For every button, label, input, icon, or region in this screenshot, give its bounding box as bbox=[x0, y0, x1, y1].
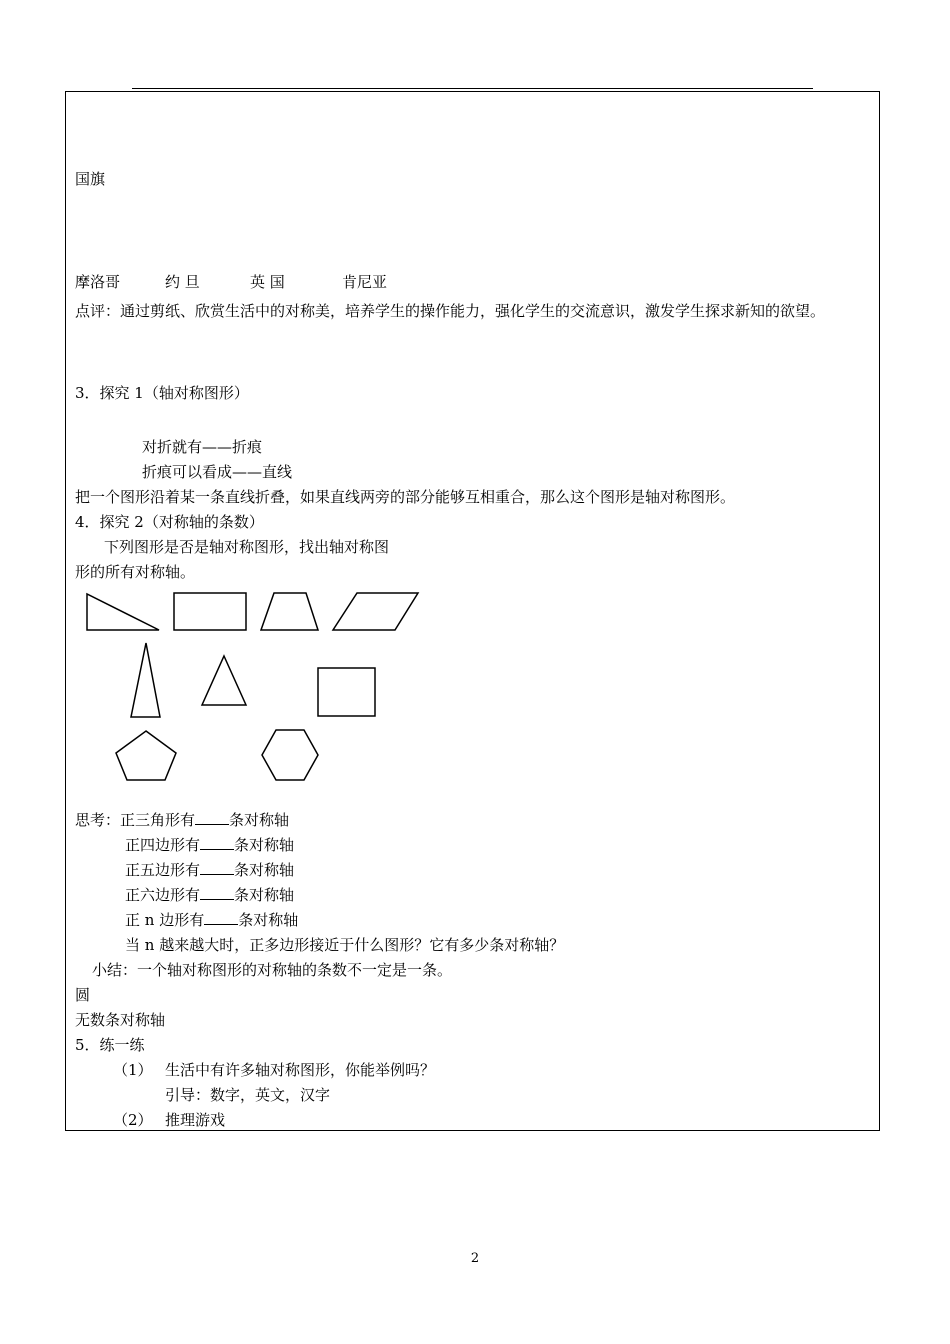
answer-blank-2[interactable] bbox=[200, 835, 234, 850]
summary: 小结：一个轴对称图形的对称轴的条数不一定是一条。 bbox=[92, 961, 453, 979]
rectangle-shape bbox=[174, 593, 246, 630]
thinking-row-5-post: 条对称轴 bbox=[238, 911, 299, 929]
thinking-row-1 bbox=[75, 810, 289, 830]
equilateral-triangle-shape bbox=[202, 656, 246, 705]
country-jordan: 约 旦 bbox=[165, 273, 200, 291]
answer-circle: 圆 bbox=[75, 986, 91, 1004]
country-morocco: 摩洛哥 bbox=[75, 273, 121, 291]
page-number: 2 bbox=[470, 1251, 480, 1266]
answer-blank-4[interactable] bbox=[200, 885, 234, 900]
item1-number: （1） bbox=[113, 1061, 153, 1079]
trapezoid-shape bbox=[261, 593, 318, 630]
answer-infinite-axes: 无数条对称轴 bbox=[75, 1011, 166, 1029]
square-shape bbox=[318, 668, 375, 716]
hexagon-shape bbox=[262, 730, 318, 780]
fold-crease-line: 对折就有——折痕 bbox=[142, 438, 263, 456]
thinking-row-2-post: 条对称轴 bbox=[234, 836, 295, 854]
thinking-row-4-pre: 正六边形有 bbox=[125, 886, 201, 904]
thinking-row-2 bbox=[125, 835, 294, 855]
item2-number: （2） bbox=[113, 1111, 153, 1129]
thinking-row-5 bbox=[125, 910, 298, 930]
pentagon-shape bbox=[116, 731, 176, 780]
parallelogram-shape bbox=[333, 593, 418, 630]
section3-title: 3．探究 1（轴对称图形） bbox=[75, 384, 249, 402]
answer-blank-1[interactable] bbox=[195, 810, 229, 825]
thinking-question: 当 n 越来越大时，正多边形接近于什么图形？它有多少条对称轴？ bbox=[125, 936, 565, 954]
thinking-row-3-post: 条对称轴 bbox=[234, 861, 295, 879]
right-triangle-shape bbox=[87, 594, 159, 630]
comment-paragraph: 点评：通过剪纸、欣赏生活中的对称美，培养学生的操作能力，强化学生的交流意识，激发学生探求新知的欲望。 bbox=[75, 302, 826, 320]
thinking-row-3 bbox=[125, 860, 294, 880]
section4-prompt-line1: 下列图形是否是轴对称图形，找出轴对称图 bbox=[104, 538, 390, 556]
thinking-row-2-pre: 正四边形有 bbox=[125, 836, 201, 854]
answer-blank-3[interactable] bbox=[200, 860, 234, 875]
answer-blank-5[interactable] bbox=[204, 910, 238, 925]
thinking-row-1-post: 条对称轴 bbox=[229, 811, 290, 829]
thinking-label: 思考： bbox=[75, 811, 121, 829]
isosceles-triangle-shape bbox=[131, 643, 160, 717]
section4-title: 4．探究 2（对称轴的条数） bbox=[75, 513, 264, 531]
country-kenya: 肯尼亚 bbox=[342, 273, 388, 291]
thinking-row-5-pre: 正 n 边形有 bbox=[125, 911, 205, 929]
thinking-row-1-pre: 正三角形有 bbox=[120, 811, 196, 829]
flag-heading: 国旗 bbox=[75, 170, 106, 188]
crease-line-line: 折痕可以看成——直线 bbox=[142, 463, 293, 481]
thinking-row-4-post: 条对称轴 bbox=[234, 886, 295, 904]
item1-text: 生活中有许多轴对称图形，你能举例吗？ bbox=[165, 1061, 436, 1079]
thinking-row-3-pre: 正五边形有 bbox=[125, 861, 201, 879]
country-uk: 英 国 bbox=[250, 273, 285, 291]
section4-prompt-line2: 形的所有对称轴。 bbox=[75, 563, 196, 581]
item1-hint: 引导：数字，英文，汉字 bbox=[165, 1086, 331, 1104]
item2-text: 推理游戏 bbox=[165, 1111, 226, 1129]
axis-symmetry-definition: 把一个图形沿着某一条直线折叠，如果直线两旁的部分能够互相重合，那么这个图形是轴对称图形。 bbox=[75, 488, 736, 506]
thinking-row-4 bbox=[125, 885, 294, 905]
section5-title: 5．练一练 bbox=[75, 1036, 145, 1054]
